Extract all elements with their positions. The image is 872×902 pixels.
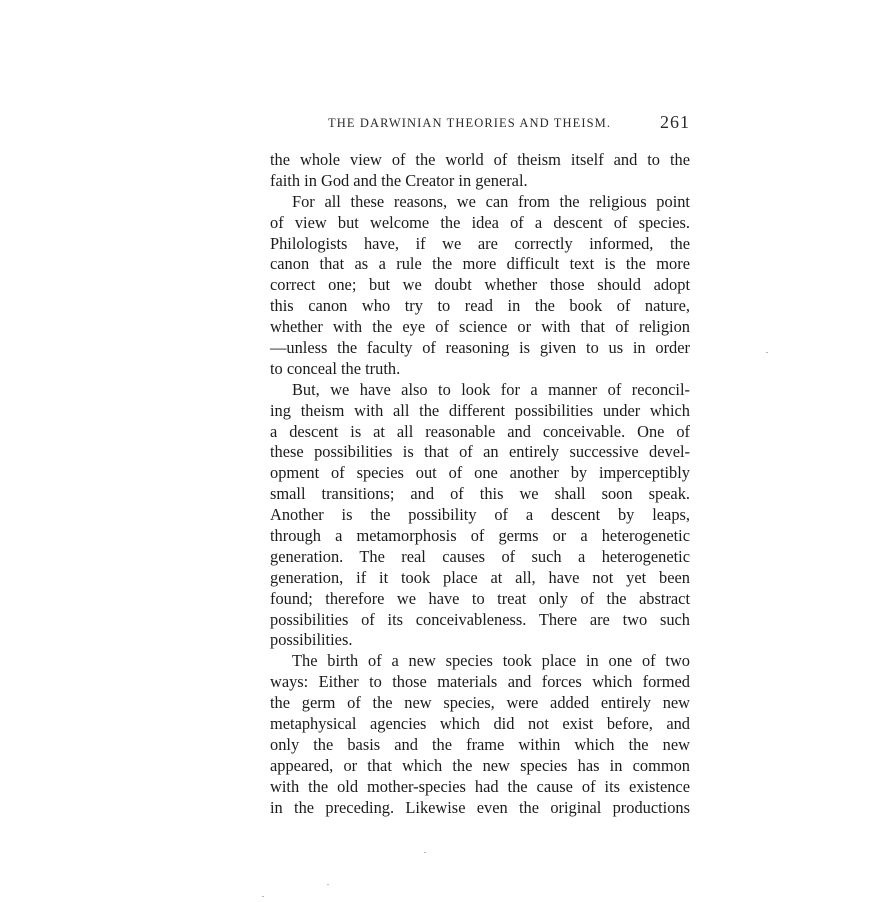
text-line: Philologists have, if we are correctly informed, the (270, 233, 690, 253)
text-line: a descent is at all reasonable and conceivable. One of (270, 421, 690, 441)
text-line: whether with the eye of science or with that of religion (270, 317, 690, 337)
text-line: But, we have also to look for a manner of reconcil- (292, 379, 690, 399)
text-line: —unless the faculty of reasoning is given to us in order (270, 338, 690, 358)
text-line: only the basis and the frame within which the new (270, 734, 690, 754)
running-head (270, 114, 690, 136)
text-line: possibilities of its conceivableness. There are two such (270, 609, 690, 629)
page-number: 261 (660, 112, 690, 132)
text-line: The birth of a new species took place in one of two (292, 651, 690, 671)
text-line: appeared, or that which the new species has in common (270, 755, 690, 775)
paper-speck (424, 852, 426, 853)
text-line: to conceal the truth. (270, 358, 401, 378)
text-line: ways: Either to those materials and forces which formed (270, 672, 690, 692)
text-line: ing theism with all the different possibilities under which (270, 400, 690, 420)
text-line: these possibilities is that of an entirely successive devel- (270, 442, 690, 462)
text-line: possibilities. (270, 630, 353, 650)
text-line: of view but welcome the idea of a descent of species. (270, 212, 690, 232)
text-line: in the preceding. Likewise even the original productions (270, 797, 690, 817)
text-line: small transitions; and of this we shall soon speak. (270, 484, 690, 504)
text-line: Another is the possibility of a descent by leaps, (270, 505, 690, 525)
text-line: generation, if it took place at all, have not yet been (270, 567, 690, 587)
text-line: generation. The real causes of such a heterogenetic (270, 546, 690, 566)
paper-speck (262, 896, 264, 897)
text-line: this canon who try to read in the book of nature, (270, 296, 690, 316)
text-line: metaphysical agencies which did not exist before, and (270, 714, 690, 734)
paper-speck (766, 352, 768, 353)
paper-speck (327, 884, 329, 885)
body-text (270, 150, 690, 819)
text-line: found; therefore we have to treat only of the abstract (270, 588, 690, 608)
text-line: correct one; but we doubt whether those should adopt (270, 275, 690, 295)
text-line: opment of species out of one another by imperceptibly (270, 463, 690, 483)
text-line: canon that as a rule the more difficult text is the more (270, 254, 690, 274)
text-line: the whole view of the world of theism itself and to the (270, 150, 690, 169)
text-line: with the old mother-species had the cause of its existence (270, 776, 690, 796)
text-line: faith in God and the Creator in general. (270, 170, 528, 190)
text-line: the germ of the new species, were added entirely new (270, 693, 690, 713)
running-title: THE DARWINIAN THEORIES AND THEISM. (328, 116, 612, 130)
text-line: through a metamorphosis of germs or a heterogenetic (270, 526, 690, 546)
text-line: For all these reasons, we can from the religious point (292, 191, 690, 211)
